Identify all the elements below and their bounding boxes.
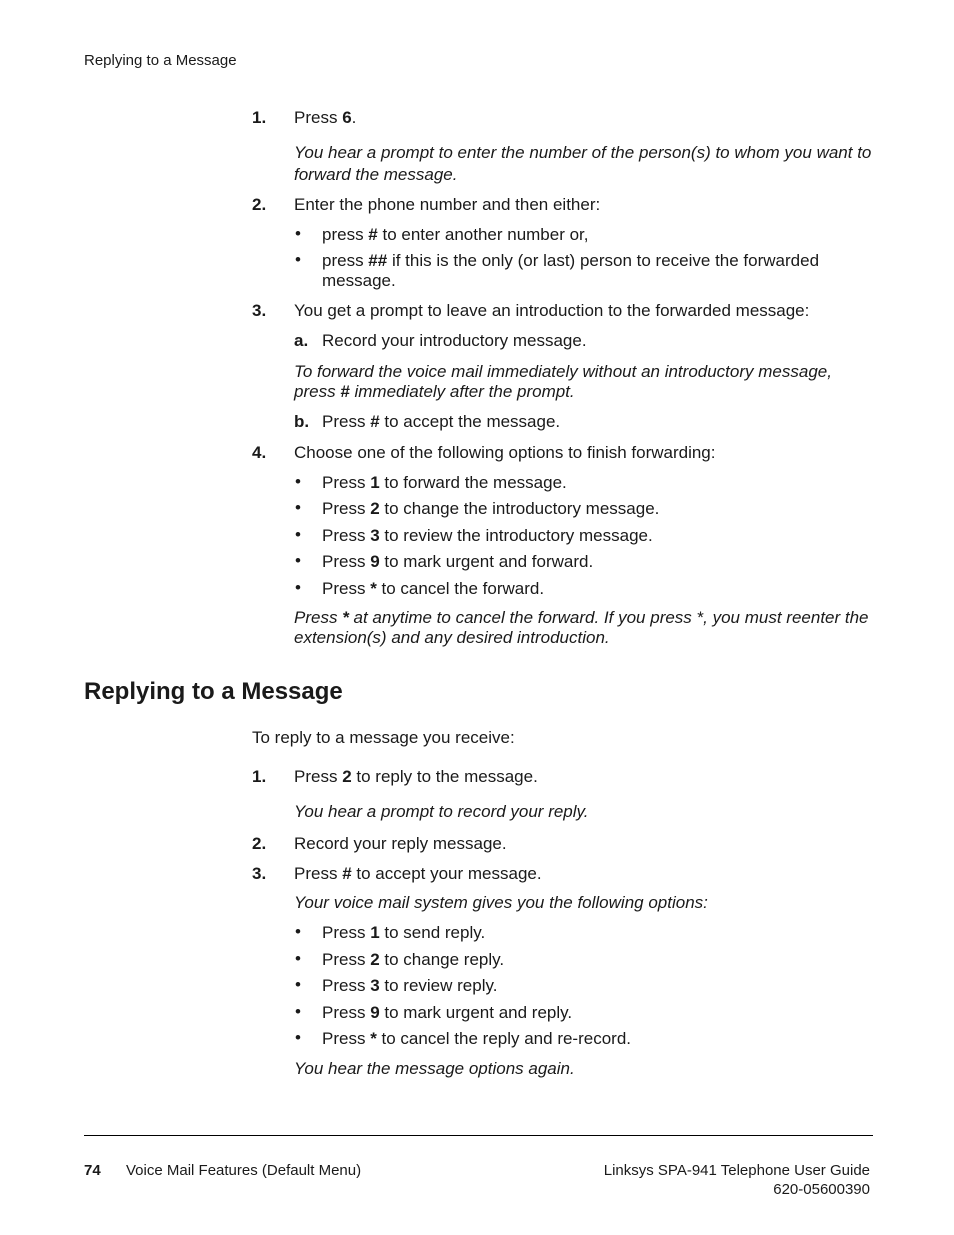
bullet: •: [295, 250, 301, 269]
step-text: Enter the phone number and then either:: [294, 195, 601, 214]
page-number: 74: [84, 1162, 101, 1179]
option-text: Press 2 to change the introductory message.: [322, 499, 660, 518]
option-text: Press 3 to review reply.: [322, 976, 498, 995]
bullet: •: [295, 1002, 301, 1021]
footer-doc-number: 620-05600390: [773, 1181, 870, 1198]
bullet: •: [295, 975, 301, 994]
bullet-text: press ## if this is the only (or last) person to receive the forwarded: [322, 251, 820, 270]
option-text: Press 2 to change reply.: [322, 950, 505, 969]
option-text: Press * to cancel the reply and re-record.: [322, 1029, 631, 1048]
step-number: 1.: [252, 108, 267, 127]
bullet-text-cont: message.: [322, 271, 396, 290]
bullet: •: [295, 525, 301, 544]
step-text: You get a prompt to leave an introduction to the forwarded message:: [294, 301, 810, 320]
option-text: Press 9 to mark urgent and forward.: [322, 552, 594, 571]
note-line: You hear the message options again.: [294, 1059, 575, 1078]
step-number: 3.: [252, 301, 267, 320]
bullet: •: [295, 1028, 301, 1047]
step-text: Press # to accept your message.: [294, 864, 542, 883]
bullet: •: [295, 551, 301, 570]
note-line: Press * at anytime to cancel the forward. If you press *, you must reenter the: [294, 608, 869, 627]
step-number: 1.: [252, 767, 267, 786]
note-line: You hear a prompt to record your reply.: [294, 802, 589, 821]
step-number: 3.: [252, 864, 267, 883]
bullet: •: [295, 578, 301, 597]
running-header: Replying to a Message: [84, 52, 237, 69]
note-line: forward the message.: [294, 165, 458, 184]
footer-guide-title: Linksys SPA-941 Telephone User Guide: [603, 1162, 870, 1179]
option-text: Press * to cancel the forward.: [322, 579, 545, 598]
step-text: Press 6.: [294, 108, 357, 127]
section-intro: To reply to a message you receive:: [252, 728, 515, 747]
bullet: •: [295, 949, 301, 968]
bullet: •: [295, 224, 301, 243]
note-line: press # immediately after the prompt.: [294, 382, 575, 401]
substep-text: Record your introductory message.: [322, 331, 587, 350]
substep-label: b.: [294, 412, 310, 431]
note-line: extension(s) and any desired introduction.: [294, 628, 610, 647]
option-text: Press 9 to mark urgent and reply.: [322, 1003, 573, 1022]
note-line: You hear a prompt to enter the number of the person(s) to whom you want to: [294, 143, 872, 162]
bullet-text: press # to enter another number or,: [322, 225, 589, 244]
step-number: 4.: [252, 443, 267, 462]
step-number: 2.: [252, 834, 267, 853]
bullet: •: [295, 498, 301, 517]
substep-text: Press # to accept the message.: [322, 412, 561, 431]
footer-section: Voice Mail Features (Default Menu): [126, 1162, 362, 1179]
step-text: Record your reply message.: [294, 834, 507, 853]
bullet: •: [295, 922, 301, 941]
step-text: Press 2 to reply to the message.: [294, 767, 538, 786]
step-text: Choose one of the following options to finish forwarding:: [294, 443, 716, 462]
bullet: •: [295, 472, 301, 491]
option-text: Press 3 to review the introductory message.: [322, 526, 653, 545]
note-line: To forward the voice mail immediately without an introductory message,: [294, 362, 832, 381]
option-text: Press 1 to send reply.: [322, 923, 486, 942]
substep-label: a.: [294, 331, 309, 350]
step-number: 2.: [252, 195, 267, 214]
note-line: Your voice mail system gives you the following options:: [294, 893, 708, 912]
section-heading: Replying to a Message: [84, 678, 343, 705]
option-text: Press 1 to forward the message.: [322, 473, 567, 492]
footer-rule: [84, 1135, 873, 1136]
